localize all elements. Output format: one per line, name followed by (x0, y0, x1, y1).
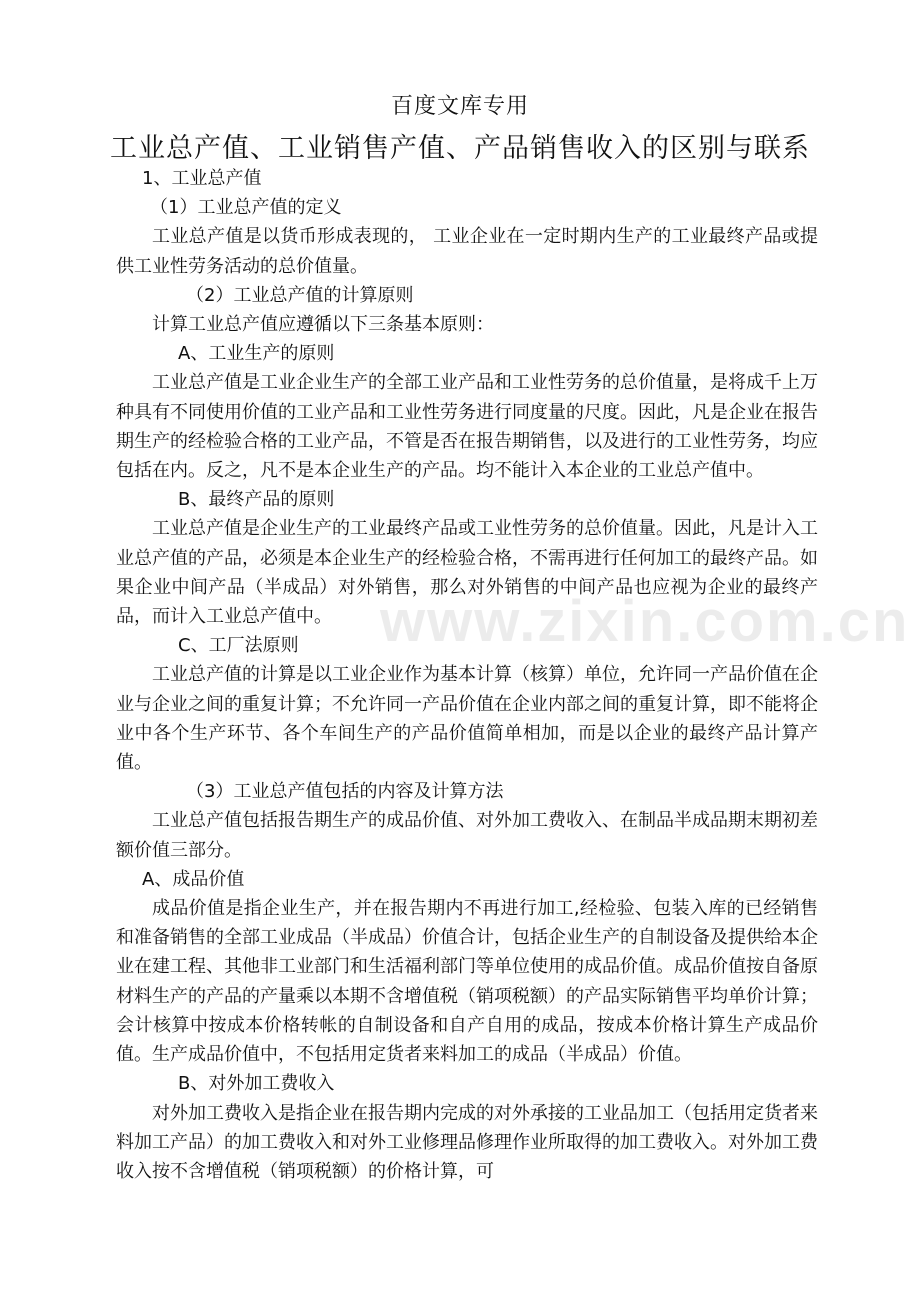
subsection-heading-1-3: （3）工业总产值包括的内容及计算方法 (186, 781, 504, 803)
paragraph-definition: 工业总产值是以货币形成表现的， 工业企业在一定时期内生产的工业最终产品或提供工业性劳务活动的总价值量。 (116, 226, 818, 277)
section-heading-1: 1、工业总产值 (142, 168, 262, 189)
paragraph-item-b: 对外加工费收入是指企业在报告期内完成的对外承接的工业品加工（包括用定货者来料加工产品）的加工费收入和对外工业修理品修理作业所取得的加工费收入。对外加工费收入按不含增值税（销项税额）的价格计算，可 (116, 1102, 818, 1182)
paragraph-rules-intro: 计算工业总产值应遵循以下三条基本原则： (152, 314, 494, 336)
paragraph-rule-c: 工业总产值的计算是以工业企业作为基本计算（核算）单位，允许同一产品价值在企业与企业之间的重复计算；不允许同一产品价值在企业内部之间的重复计算，即不能将企业中各个生产环节、各个车间生产的产品价值简单相加，而是以企业的最终产品计算产值。 (116, 664, 818, 774)
page-header: 百度文库专用 (390, 94, 529, 119)
paragraph-item-a: 成品价值是指企业生产，并在报告期内不再进行加工,经检验、包装入库的已经销售和准备销售的全部工业成品（半成品）价值合计，包括企业生产的自制设备及提供给本企业在建工程、其他非工业部门和生活福利部门等单位使用的成品价值。成品价值按自备原材料生产的产品的产量乘以本期不含增值税（销项税额）的产品实际销售平均单价计算；会计核算中按成本价格转帐的自制设备和自产自用的成品，按成本价格计算生产成品价值。生产成品价值中，不包括用定货者来料加工的成品（半成品）价值。 (116, 898, 818, 1066)
subsection-heading-1-2: （2）工业总产值的计算原则 (186, 284, 414, 306)
rule-heading-b: B、最终产品的原则 (178, 489, 335, 511)
item-heading-b: B、对外加工费收入 (178, 1073, 335, 1095)
rule-heading-c: C、工厂法原则 (178, 635, 299, 657)
document-body (116, 164, 818, 1186)
subsection-heading-1-1: （1）工业总产值的定义 (150, 197, 342, 219)
document-title: 工业总产值、工业销售产值、产品销售收入的区别与联系 (110, 133, 810, 164)
item-heading-a: A、成品价值 (142, 868, 245, 890)
watermark-text: www.zixin.com.cn (380, 589, 910, 654)
paragraph-content: 工业总产值包括报告期生产的成品价值、对外加工费收入、在制品半成品期末期初差额价值三部分。 (116, 810, 818, 861)
rule-heading-a: A、工业生产的原则 (178, 343, 335, 365)
paragraph-rule-b: 工业总产值是企业生产的工业最终产品或工业性劳务的总价值量。因此，凡是计入工业总产值的产品，必须是本企业生产的经检验合格，不需再进行任何加工的最终产品。如果企业中间产品（半成品）对外销售，那么对外销售的中间产品也应视为企业的最终产品，而计入工业总产值中。 (116, 518, 818, 628)
paragraph-rule-a: 工业总产值是工业企业生产的全部工业产品和工业性劳务的总价值量，是将成千上万种具有不同使用价值的工业产品和工业性劳务进行同度量的尺度。因此，凡是企业在报告期生产的经检验合格的工业产品，不管是否在报告期销售，以及进行的工业性劳务，均应包括在内。反之，凡不是本企业生产的产品。均不能计入本企业的工业总产值中。 (116, 372, 818, 482)
